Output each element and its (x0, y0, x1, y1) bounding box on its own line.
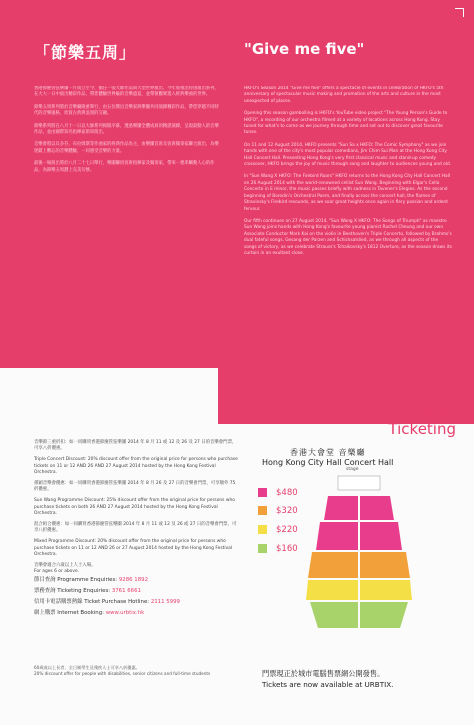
footnote-zh: 60歲或以上長者、全日制學生及殘疾人士可享八折優惠。 (34, 665, 140, 670)
paragraph-en: HKFO's Season 2014 "Give me five" offers a spectacle of events in celebration of HKFO's 5th anniversary of spectacular music making and promotion of the arts and culture in the most unexpected of places. (244, 86, 444, 104)
discount-text: 孫穎音樂會優惠：如一同購買香港節慶管弦樂團 2014 年 8 月 26 及 27 日的音樂會門票，可享額外 75 折優惠。 (34, 481, 236, 493)
discount-text: Sun Wang Programme Discount: 25% discount offer from the original price for persons who purchase tickets on both 26 AND 27 August 2014 hosted by the Hong Kong Festival Orchestra. (34, 498, 235, 516)
footnote-en: 20% discount offer for people with disabilities, senior citizens and full-time students (34, 671, 211, 676)
price-label: $320 (276, 506, 298, 516)
price-legend-160 (258, 544, 318, 556)
stage-area (338, 476, 380, 490)
discount-list (34, 440, 240, 580)
contact-hotline: 信用卡電話購票熱線 Ticket Purchase Hotline: 2111 5999 (34, 599, 180, 605)
programme-phone[interactable]: 9286 1892 (118, 577, 148, 583)
contact-programme: 節目查詢 Programme Enquiries: 9286 1892 (34, 577, 148, 583)
corner-mark (455, 8, 464, 17)
paragraph-zh: 節樂五周系列將於音樂廳隆重舉行，由五位傑出音樂家與樂團共同演繹精彩作品，帶您穿越不同時代的音樂風格，欣賞古典與浪漫的交融。 (34, 104, 219, 117)
paragraph-zh: 節樂系列將在八月十一日以大師系列揭開序幕，透過樂團全體成員的精湛演繹，呈現最動人的音樂作品，並由國際知名指揮家領軍演出。 (34, 123, 219, 136)
swatch-220 (258, 525, 267, 534)
title-en: "Give me five" (244, 40, 365, 58)
paragraph-en: In "Sun Wang X HKFO: The Firebird Roars" HKFO returns to the Hong Kong City Hall Concert Hall on 26 August 2014 with the world-renowned cellist Sun Wang. Beginning with Elgar's Cello Concerto in E minor, the music passes briefly with sadness in Tavener's Elegies. As the second beginning of Borodin's Orchestral Poem, and finally across the concert hall, the flames of Stravinsky's Firebird resounds, as we soar great heights once again in fiery passion and ardent fervour. (244, 174, 451, 212)
ticketing-phone[interactable]: 3761 6661 (111, 588, 141, 594)
paragraph-zh: 香港節慶管弦樂團一月成立至今，擔任一張大師作品與大型世界演出，今年將推出特別演出系列，在大大一日中演出精彩作品，帶您體驗世界級的音樂盛宴，並帶領觀眾進入經典樂曲的世界。 (34, 86, 219, 98)
paragraph-en: On 11 and 12 August 2014, HKFO presents "Sun Sa x HKFO: The Comic Symphony" as we join hands with one of the city's most popular comedians, Jim Chim Sui Man at the Hong Kong City Hall Concert Hall. Presenting Hong Kong's very first classical music and stand-up comedy crossover, HKFO brings the joy of music through song and laughter to audiences young and old. (244, 142, 452, 168)
footnote (34, 665, 240, 677)
discount-text: Triple Concert Discount: 20% discount offer from the original price for persons who purchase tickets on 11 or 12 AND 26 AND 27 August 2014 hosted by the Hong Kong Festival Orchestra. (34, 457, 238, 475)
discount-text: 音樂節三重折扣：如一同購買香港節慶管弦樂團 2014 年 8 月 11 或 12 及 26 及 27 日的音樂會門票，可享八折優惠。 (34, 440, 237, 452)
ticketing-title-en: Ticketing (388, 420, 456, 438)
urbtix-note-en: Tickets are now available at URBTIX. (262, 680, 394, 689)
contact-list (34, 575, 240, 619)
ticketing-title-zh: 票務 (419, 401, 456, 420)
stage-label: stage (346, 467, 359, 472)
swatch-160 (258, 544, 267, 553)
title-zh: 「節樂五周」 (34, 43, 137, 62)
paragraph-en: Our fifth continues on 27 August 2014, "Sun Wang X HKFO: The Songs of Triumph" as maestro Sun Wang joins hands with Hong Kong's favourite young pianist Rachel Cheung and our own Associate Conductor Mark Kai on the violin in Beethoven's Triple Concerto, followed by Brahms's dual fateful songs, Gesang der Parzen and Schicksalslied, as we through all aspects of the songs of victory, as we celebrate Strauss's Tchaikovsky's 1812 Overture, as the season draws its curtain in an exultant close. (244, 218, 452, 256)
contact-ticketing: 票務查詢 Ticketing Enquiries: 3761 6661 (34, 588, 141, 594)
urbtix-note-zh: 門票現正於城市電腦售票網公開發售。 (262, 669, 385, 678)
hotline-phone[interactable]: 2111 5999 (150, 599, 180, 605)
body-text-zh (34, 86, 222, 351)
venue-name-en: Hong Kong City Hall Concert Hall (262, 458, 394, 467)
paragraph-zh: 音樂會將以貝多芬、布拉姆斯等作曲家的經典作品為主，由樂團首席及客席獨奏家聯合演出，為樂迷獻上難忘的音樂體驗，一同感受音樂的力量。 (34, 142, 219, 154)
price-legend-220 (258, 525, 318, 537)
swatch-320 (258, 506, 267, 515)
paragraph-zh: 最後一場演出將於八月二十七日舉行，樂團聯同客席指揮家及獨奏家，帶來一連串觸動人心的作品，為節樂五周劃上完美句號。 (34, 161, 215, 173)
swatch-480 (258, 488, 267, 497)
urbtix-note (262, 668, 452, 690)
price-legend-480 (258, 488, 318, 500)
discount-text: Mixed Programme Discount: 20% discount offer from the original price for persons who purchase tickets on 11 or 12 AND 26 or 27 August 2014 hosted by the Hong Kong Festival Orchestra. (34, 539, 233, 557)
age-note-zh: 音樂會適合六歲以上人士入場。 (34, 563, 96, 569)
venue-name-zh: 香港大會堂 音樂廳 (290, 448, 366, 457)
contact-internet: 網上購票 Internet Booking: www.urbtix.hk (34, 610, 145, 616)
discount-text: 混合組合優惠：如一同購買香港節慶管弦樂團 2014 年 8 月 11 或 12 及 26 或 27 日的音樂會門票，可享八折優惠。 (34, 522, 237, 534)
price-label: $220 (276, 525, 298, 535)
price-label: $480 (276, 488, 298, 498)
price-legend-320 (258, 506, 318, 518)
price-label: $160 (276, 544, 298, 554)
paragraph-en: Opening this season gambolling is HKFO's YouTube video project "The Young Person's Guide to HKFO", a recording of our orchestra filmed at a variety of locations across Hong Kong. Stay tuned for what's to come as we journey through time and set out to discover great favourite tunes. (244, 111, 448, 136)
body-text-en (244, 86, 452, 386)
age-note-en: For ages 6 or above. (34, 569, 80, 575)
booking-link[interactable]: www.urbtix.hk (105, 610, 145, 616)
